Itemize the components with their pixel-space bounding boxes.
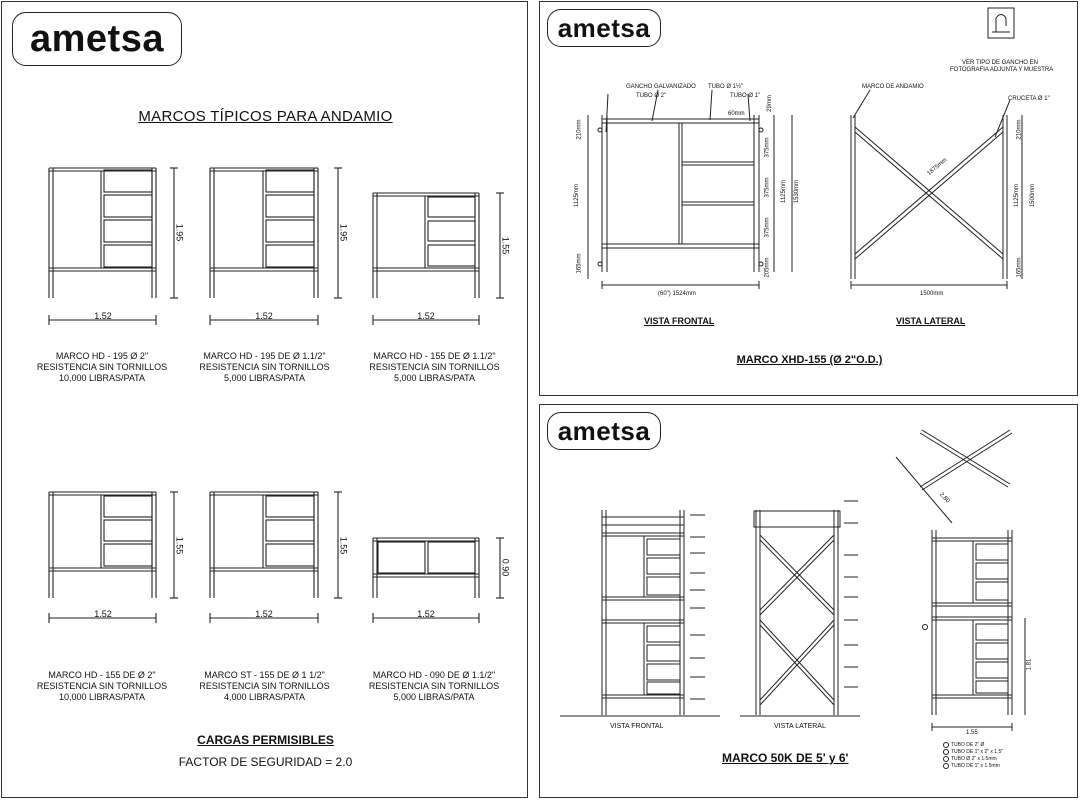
50k-title: MARCO 50K DE 5' y 6' [722,751,849,765]
hook-icon [988,8,1014,38]
front-dim-top-right: 29mm [766,95,773,112]
frame-1-caption-line-2: RESISTENCIA SIN TORNILLOS [36,362,168,372]
callout-marco: MARCO DE ANDAMIO [862,84,924,90]
callout-tubo-2: TUBO Ø 2" [636,93,667,99]
front-dim-seg-3: 375mm [764,217,771,238]
frame-2-caption [192,351,337,384]
panel-title: MARCOS TÍPICOS PARA ANDAMIO [138,108,393,125]
frame-4-height: 1.55 [174,536,185,555]
frame-2-height: 1.95 [338,223,349,242]
frame-4-caption-line-1: MARCO HD - 155 DE Ø 2" [48,670,156,680]
lateral-dim-top: 210mm [1016,119,1023,140]
front-dim-right-total: 1125mm [780,180,787,203]
frame-6-caption [359,670,509,703]
ametsa-logo: ametsa [547,412,661,450]
lateral-dim-bottom: 165mm [1016,257,1023,278]
frame-5-caption [192,670,337,703]
front-dim-mid: 1125mm [573,184,580,207]
ametsa-logo: ametsa [547,9,661,47]
frame-3-caption [362,351,507,384]
legend-item-4: TUBO DE 1" x 1.5mm [951,763,1000,769]
frame-3-drawing [373,193,504,325]
frame-6-caption-line-3: 5,000 LIBRAS/PATA [393,692,475,702]
frame-1-height: 1.95 [174,223,185,242]
frame-4-width: 1.52 [94,609,112,619]
frame-2-caption-line-2: RESISTENCIA SIN TORNILLOS [199,362,330,372]
view-front-label: VISTA FRONTAL [644,316,715,326]
50k-drawing [540,405,1079,799]
view-lateral-label: VISTA LATERAL [774,723,826,730]
frame-3-caption-line-1: MARCO HD - 155 DE Ø 1.1/2" [373,351,496,361]
frame-4-caption-line-2: RESISTENCIA SIN TORNILLOS [36,681,168,691]
frame-6-width: 1.52 [417,609,435,619]
front-dim-top: 210mm [576,119,583,140]
callout-tubo-1: TUBO Ø 1" [730,93,761,99]
callout-cruceta: CRUCETA Ø 1" [1008,96,1050,102]
view-front-label: VISTA FRONTAL [610,723,664,730]
frame-3-caption-line-2: RESISTENCIA SIN TORNILLOS [369,362,500,372]
cross-brace-drawing [896,430,1012,523]
frame-5-caption-line-2: RESISTENCIA SIN TORNILLOS [199,681,330,691]
legend-item-1: TUBO DE 2" Ø [951,742,985,748]
callout-gancho: GANCHO GALVANIZADO [626,84,696,90]
panel-typical-frames [1,1,528,798]
legend-item-3: TUBO Ø 2" x 1.5mm [951,756,997,762]
frame-5-caption-line-1: MARCO ST - 155 DE Ø 1 1/2" [204,670,325,680]
frame-2-caption-line-3: 5,000 LIBRAS/PATA [223,373,306,383]
panel-xhd-155 [539,1,1078,396]
lateral-dim-mid: 1125mm [1013,184,1020,207]
frame-2-width: 1.52 [255,311,273,321]
loads-title: CARGAS PERMISIBLES [197,733,334,747]
view-lateral-label: VISTA LATERAL [896,316,966,326]
frame-1-caption-line-1: MARCO HD - 195 Ø 2" [55,351,149,361]
callout-tubo-1-half: TUBO Ø 1½" [708,84,744,90]
legend-item-2: TUBO DE 1" x 2" x 1.5" [951,749,1004,755]
frame-3-height: 1.55 [500,236,511,255]
side-view-drawing [923,530,1026,731]
xhd-155-title: MARCO XHD-155 (Ø 2"O.D.) [736,354,883,366]
hook-note [950,60,1054,74]
front-dim-overall: 1530mm [794,179,801,204]
front-dim-lower: 205mm [764,257,771,278]
frame-3-width: 1.52 [417,311,435,321]
hook-note-line-2: FOTOGRAFIA ADJUNTA Y MUESTRA [950,67,1054,73]
lateral-dim-width: 1500mm [920,291,944,297]
lateral-view-drawing [851,90,1022,289]
frame-6-caption-line-2: RESISTENCIA SIN TORNILLOS [368,681,500,691]
front-dim-seg-1: 375mm [764,137,771,158]
lateral-dim-diag: 1875mm [926,157,949,177]
frame-6-caption-line-1: MARCO HD - 090 DE Ø 1.1/2" [372,670,496,680]
frame-4-caption [32,670,172,703]
frame-2-drawing [210,168,342,325]
frame-5-width: 1.52 [255,609,273,619]
frame-4-caption-line-3: 10,000 LIBRAS/PATA [58,692,146,702]
panel-50k [539,404,1078,798]
front-view-drawing [560,510,720,716]
hook-note-line-1: VER TIPO DE GANCHO EN [962,60,1038,66]
lateral-view-drawing [740,501,860,716]
front-dim-width: (60") 1524mm [658,291,696,297]
frame-1-drawing [49,168,178,325]
frame-1-caption [32,351,172,384]
front-view-drawing [588,90,792,289]
side-width-label: 1.55 [966,730,978,736]
safety-factor: FACTOR DE SEGURIDAD = 2.0 [178,755,353,769]
frame-5-height: 1.55 [338,536,349,555]
frame-5-caption-line-3: 4,000 LIBRAS/PATA [223,692,306,702]
frame-6-height: 0.90 [500,558,511,577]
frame-1-caption-line-3: 10,000 LIBRAS/PATA [58,373,146,383]
frame-3-caption-line-3: 5,000 LIBRAS/PATA [393,373,476,383]
cross-dim-label: 2.80 [937,491,951,505]
frame-4-drawing [49,492,178,623]
ametsa-logo: ametsa [12,12,182,66]
lateral-dim-right: 1500mm [1030,183,1037,208]
side-height-label: 1.81 [1026,658,1033,671]
front-dim-small: 60mm [728,111,745,117]
front-dim-bottom: 165mm [576,253,583,274]
front-dim-seg-2: 375mm [764,177,771,198]
frame-5-drawing [210,492,342,623]
frame-2-caption-line-1: MARCO HD - 195 DE Ø 1.1/2" [203,351,326,361]
frame-1-width: 1.52 [94,311,112,321]
